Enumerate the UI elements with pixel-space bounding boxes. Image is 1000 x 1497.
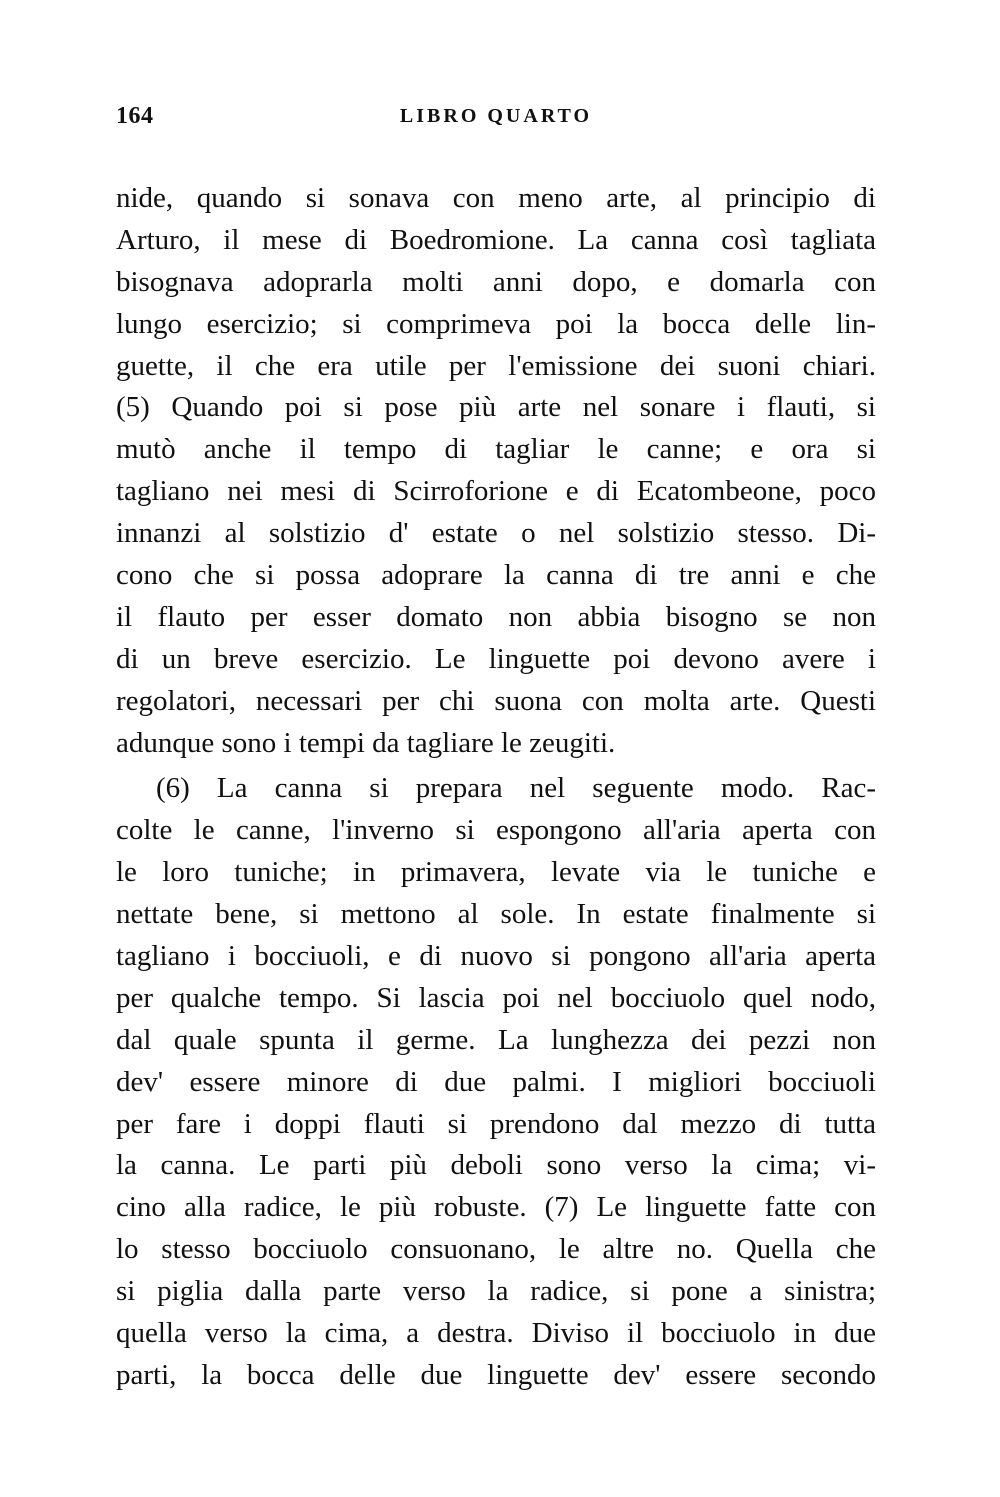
text-line: innanzi al solstizio d' estate o nel solstizio stesso. Di- [116,517,876,550]
text-line: bisognava adoprarla molti anni dopo, e domarla con [116,265,876,298]
text-line: di un breve esercizio. Le linguette poi devono avere i [116,642,876,675]
text-line: parti, la bocca delle due linguette dev' essere secondo [116,1358,876,1391]
text-line: nettate bene, si mettono al sole. In estate finalmente si [116,898,876,931]
text-line: (5) Quando poi si pose più arte nel sonare i flauti, si [116,391,876,424]
text-line: le loro tuniche; in primavera, levate via le tuniche e [116,856,876,889]
text-line: dev' essere minore di due palmi. I migliori bocciuoli [116,1065,876,1098]
text-line: quella verso la cima, a destra. Diviso il bocciuolo in due [116,1317,876,1350]
text-line: nide, quando si sonava con meno arte, al principio di [116,182,876,214]
text-line: il flauto per esser domato non abbia bisogno se non [116,600,876,633]
body-text [116,178,876,1397]
text-line: (6) La canna si prepara nel seguente modo. Rac- [156,772,876,805]
text-line: tagliano nei mesi di Scirroforione e di Ecatombeone, poco [116,475,876,508]
text-line: per fare i doppi flauti si prendono dal mezzo di tutta [116,1107,876,1140]
text-line: guette, il che era utile per l'emissione dei suoni chiari. [116,349,876,382]
text-line: regolatori, necessari per chi suona con molta arte. Questi [116,684,876,717]
text-line: colte le canne, l'inverno si espongono all'aria aperta con [116,814,876,847]
text-line: tagliano i bocciuoli, e di nuovo si pongono all'aria aperta [116,940,876,973]
text-line: lo stesso bocciuolo consuonano, le altre no. Quella che [116,1233,876,1266]
text-line: la canna. Le parti più deboli sono verso la cima; vi- [116,1149,876,1182]
text-line: per qualche tempo. Si lascia poi nel bocciuolo quel nodo, [116,981,876,1014]
running-head [116,103,876,135]
text-line: cono che si possa adoprare la canna di tre anni e che [116,559,876,592]
text-line: adunque sono i tempi da tagliare le zeugiti. [116,726,616,759]
paragraph-1 [116,178,876,764]
page-number: 164 [116,103,154,129]
text-line: dal quale spunta il germe. La lunghezza dei pezzi non [116,1023,876,1056]
text-line: si piglia dalla parte verso la radice, si pone a sinistra; [116,1275,876,1308]
book-title: LIBRO QUARTO [399,105,593,127]
text-line: mutò anche il tempo di tagliar le canne; e ora si [116,433,876,466]
text-line: cino alla radice, le più robuste. (7) Le linguette fatte con [116,1191,876,1224]
text-line: Arturo, il mese di Boedromione. La canna così tagliata [116,223,876,256]
text-line: lungo esercizio; si comprimeva poi la bocca delle lin- [116,307,876,340]
paragraph-2 [116,768,876,1396]
